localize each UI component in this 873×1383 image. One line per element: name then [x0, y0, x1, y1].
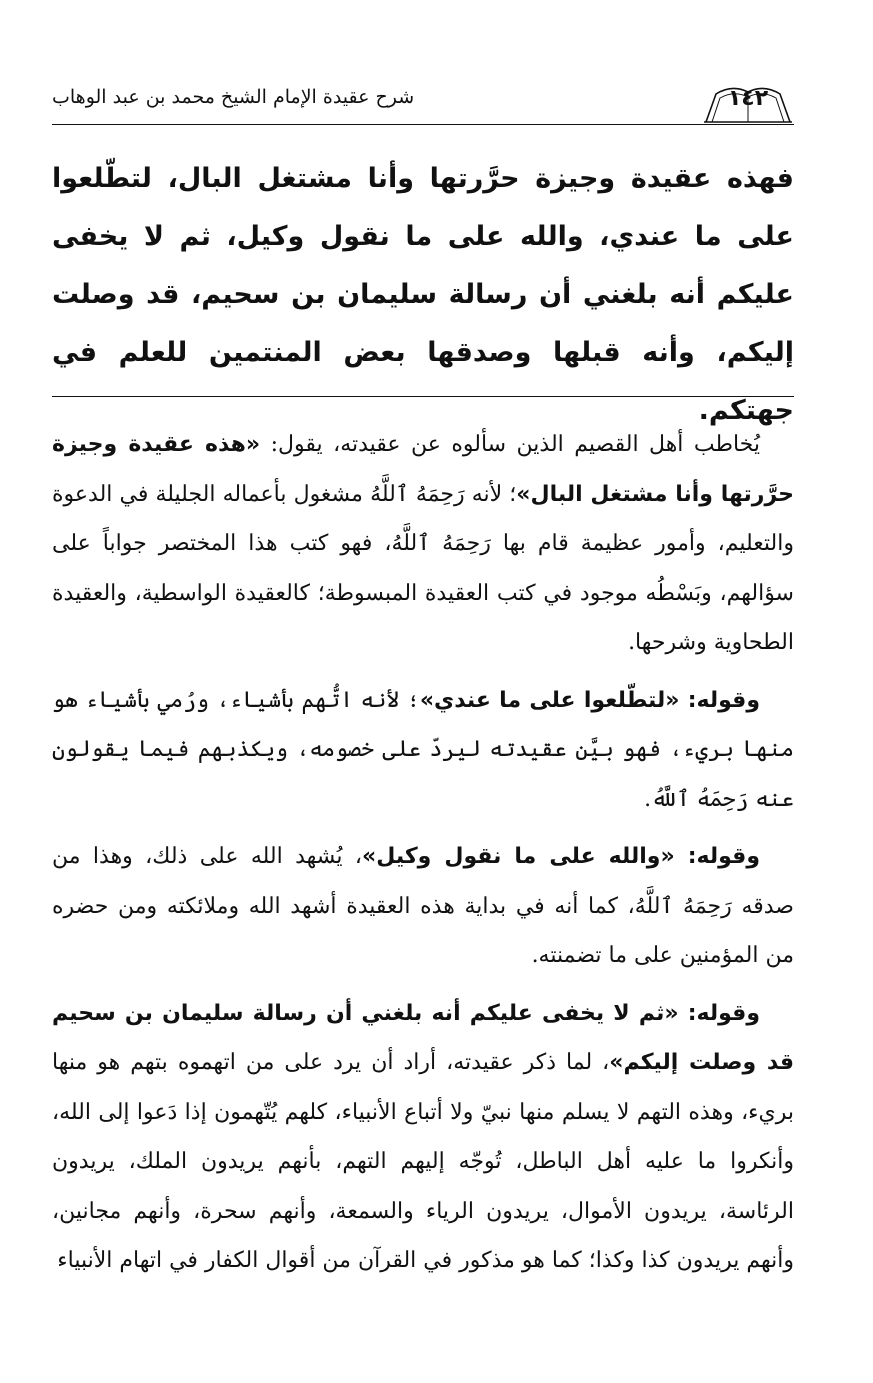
paragraph-lead: يُخاطب أهل القصيم الذين سألوه عن عقيدته، يقول: — [260, 432, 761, 457]
commentary — [52, 420, 794, 1294]
section-divider — [52, 396, 794, 397]
header-rule — [52, 124, 794, 125]
quoted-matn: وقوله: «لتطّلعوا على ما عندي» — [419, 687, 760, 713]
commentary-paragraph — [52, 989, 794, 1286]
quoted-matn: وقوله: «ثم لا يخفى عليكم أنه بلغني أن رسالة سليمان بن سحيم قد وصلت إليكم» — [52, 1000, 794, 1075]
page-number-badge — [702, 80, 794, 124]
paragraph-text: ، يُشهد الله على ذلك، وهذا من صدقه رَحِمَهُ ٱللَّهُ، كما أنه في بداية هذه العقيدة أشهد الله وملائكته ومن حضره من المؤمنين على ما تضمنته. — [52, 844, 794, 968]
commentary-paragraph — [52, 676, 794, 825]
quoted-matn: «هذه عقيدة وجيزة حرَّرتها وأنا مشتغل البال» — [52, 432, 794, 507]
quoted-matn: وقوله: «والله على ما نقول وكيل» — [362, 844, 760, 869]
running-title: شرح عقيدة الإمام الشيخ محمد بن عبد الوهاب — [52, 86, 415, 108]
page-number: ١٤٢ — [727, 86, 769, 111]
paragraph-text: ؛ لأنه رَحِمَهُ ٱللَّهُ مشغول بأعماله الجليلة في الدعوة والتعليم، وأمور عظيمة قام بها رَحِمَهُ ٱللَّهُ، فهو كتب هذا المختصر جواباً على سؤالهم، وبَسْطُه موجود في كتب العقيدة المبسوطة؛ كالعقيدة الواسطية، والعقيدة الطحاوية وشرحها. — [52, 481, 794, 655]
commentary-paragraph — [52, 420, 794, 668]
page-header — [52, 78, 794, 124]
paragraph-text: ؛ لأنه اتُّهم بأشياء، ورُمي بأشياء هو منها بريء، فهو بيَّن عقيدته ليردّ على خصومه، ويكذبهم فيما يقولون عنه رَحِمَهُ ٱللَّهُ. — [52, 687, 794, 812]
commentary-paragraph — [52, 832, 794, 981]
paragraph-text: ، لما ذكر عقيدته، أراد أن يرد على من اتهموه بتهم هو منها بريء، وهذه التهم لا يسلم منها نبيّ ولا أتباع الأنبياء، كلهم يُتّهمون إذا دَعوا إلى الله، وأنكروا ما عليه أهل الباطل، تُوجّه إليهم التهم، بأنهم يريدون الملك، يريدون الرئاسة، يريدون الأموال، يريدون الرياء والسمعة، وأنهم سحرة، وأنهم مجانين، وأنهم يريدون كذا وكذا؛ كما هو مذكور في القرآن من أقوال الكفار في اتهام الأنبياء — [52, 1050, 794, 1273]
matn-text: فهذه عقيدة وجيزة حرَّرتها وأنا مشتغل البال، لتطّلعوا على ما عندي، والله على ما نقول وكيل، ثم لا يخفى عليكم أنه بلغني أن رسالة سليمان بن سحيم، قد وصلت إليكم، وأنه قبلها وصدقها بعض المنتمين للعلم في جهتكم. — [52, 163, 794, 426]
